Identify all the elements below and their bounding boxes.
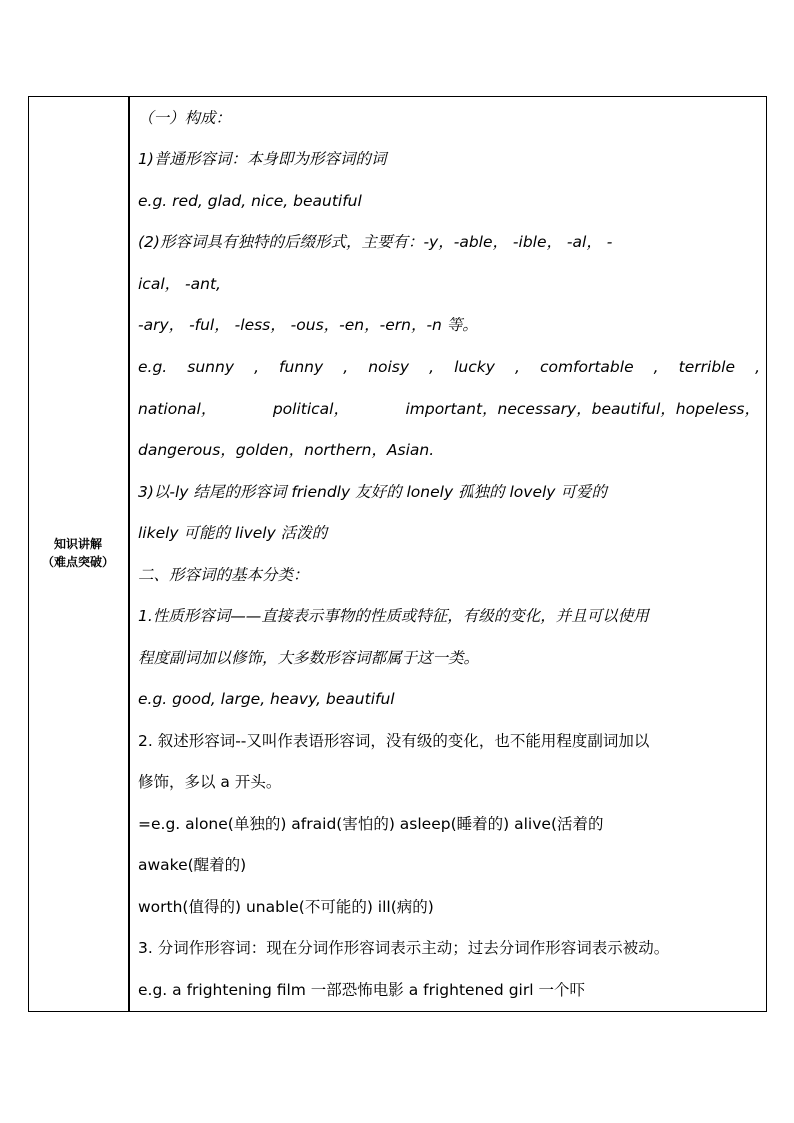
word: , — [653, 358, 659, 376]
example-line-justified — [138, 357, 760, 377]
word: important，necessary，beautiful，hopeless， — [405, 400, 760, 418]
text-line: e.g. good, large, heavy, beautiful — [138, 690, 395, 708]
word: lucky — [454, 358, 495, 376]
text-line: (2)形容词具有独特的后缀形式，主要有：-y，-able， -ible， -al， - — [138, 233, 613, 251]
word: noisy — [368, 358, 410, 376]
section-label-title: 知识讲解 — [53, 537, 102, 551]
text-line: 3. 分词作形容词：现在分词作形容词表示主动；过去分词作形容词表示被动。 — [138, 939, 670, 957]
word: comfortable — [539, 358, 634, 376]
word: funny — [279, 358, 324, 376]
example-line-justified — [138, 399, 760, 419]
text-line: likely 可能的 lively 活泼的 — [138, 524, 328, 542]
text-line: worth(值得的) unable(不可能的) ill(病的) — [138, 898, 434, 916]
word: national， — [138, 400, 217, 418]
text-line: （一）构成： — [138, 109, 232, 127]
word: , — [429, 358, 435, 376]
text-line: =e.g. alone(单独的) afraid(害怕的) asleep(睡着的) alive(活着的 — [138, 815, 604, 833]
text-line: 二、形容词的基本分类： — [138, 566, 309, 584]
word: e.g. — [138, 358, 168, 376]
text-line: 修饰，多以 a 开头。 — [138, 773, 282, 791]
text-line: e.g. a frightening film 一部恐怖电影 a frightened girl 一个吓 — [138, 981, 585, 999]
column-divider — [128, 96, 130, 1012]
word: political， — [272, 400, 349, 418]
text-line: 1.性质形容词——直接表示事物的性质或特征，有级的变化，并且可以使用 — [138, 607, 649, 625]
word: terrible — [678, 358, 736, 376]
section-label-cell — [28, 96, 128, 1012]
text-line: dangerous，golden，northern，Asian. — [138, 441, 435, 459]
text-line: 程度副词加以修饰，大多数形容词都属于这一类。 — [138, 649, 480, 667]
word: , — [514, 358, 520, 376]
text-line: 1)普通形容词：本身即为形容词的词 — [138, 150, 387, 168]
section-label-subtitle: （难点突破） — [41, 555, 114, 569]
text-line: -ary， -ful， -less， -ous，-en，-ern，-n 等。 — [138, 316, 478, 334]
word: , — [254, 358, 259, 376]
word: sunny — [187, 358, 235, 376]
text-line: 3)以-ly 结尾的形容词 friendly 友好的 lonely 孤独的 lovely 可爱的 — [138, 483, 607, 501]
text-line: 2. 叙述形容词--又叫作表语形容词，没有级的变化，也不能用程度副词加以 — [138, 732, 650, 750]
text-line: awake(醒着的) — [138, 856, 247, 874]
text-line: e.g. red, glad, nice, beautiful — [138, 192, 362, 210]
word: , — [343, 358, 349, 376]
text-line: ical， -ant, — [138, 275, 221, 293]
word: , — [755, 358, 760, 376]
